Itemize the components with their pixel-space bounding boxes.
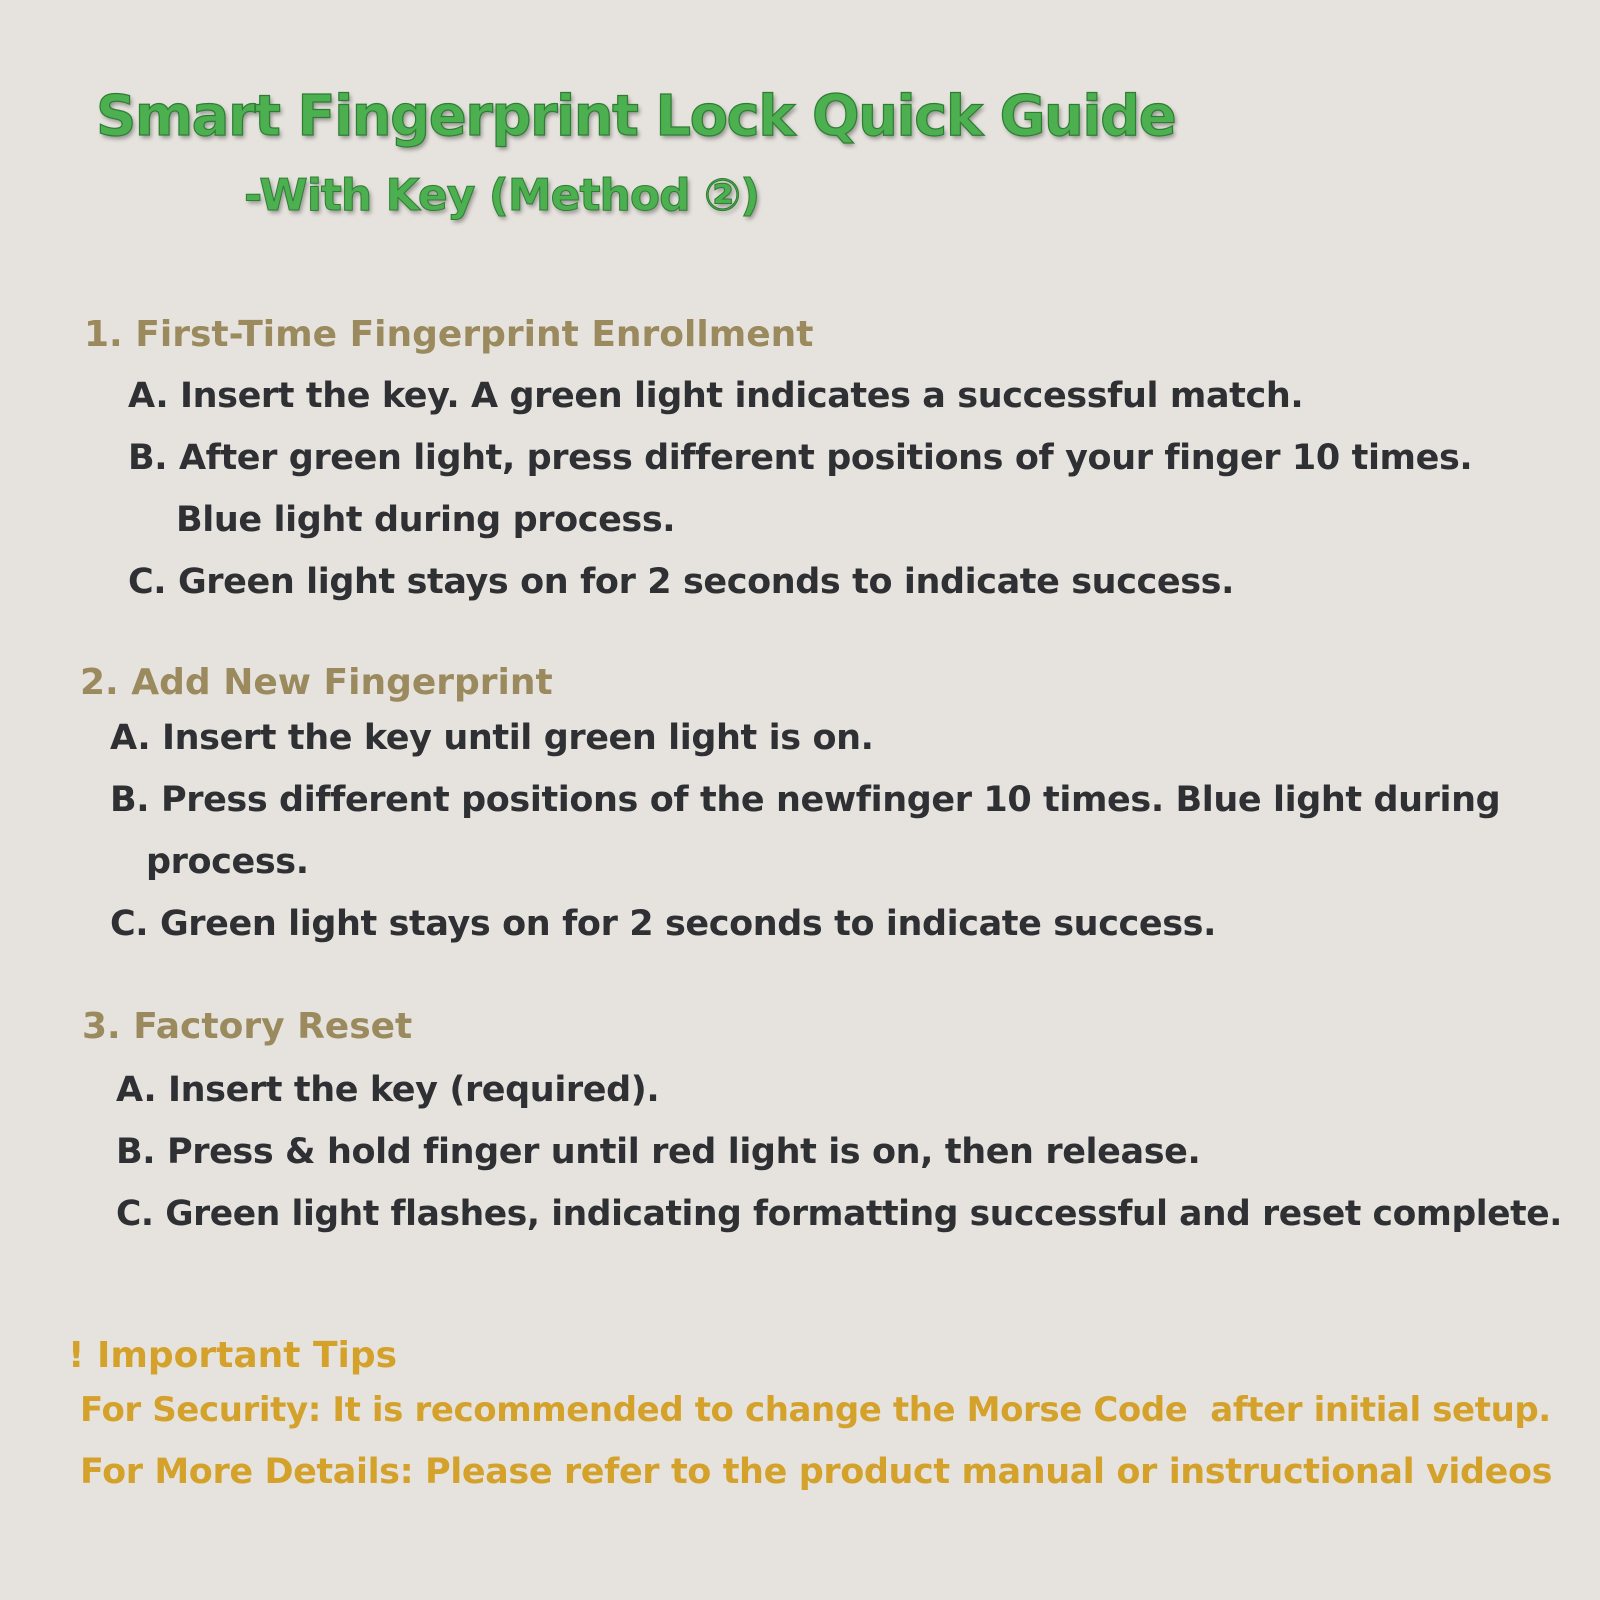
page-subtitle: -With Key (Method ②) <box>244 170 760 221</box>
section-3-step-a: A. Insert the key (required). <box>116 1070 660 1110</box>
section-1-step-a: A. Insert the key. A green light indicates a successful match. <box>128 376 1304 416</box>
page-title: Smart Fingerprint Lock Quick Guide <box>96 84 1176 149</box>
section-2-step-b: B. Press different positions of the newfinger 10 times. Blue light during <box>110 780 1501 820</box>
tip-security: For Security: It is recommended to change the Morse Code after initial setup. <box>80 1390 1551 1430</box>
section-3-step-c: C. Green light flashes, indicating formatting successful and reset complete. <box>116 1194 1562 1234</box>
section-2-step-c: C. Green light stays on for 2 seconds to indicate success. <box>110 904 1216 944</box>
section-3-heading: 3. Factory Reset <box>82 1006 413 1047</box>
important-tips-heading: ! Important Tips <box>68 1335 398 1376</box>
section-2-step-b-continued: process. <box>146 842 309 882</box>
section-2-step-a: A. Insert the key until green light is on. <box>110 718 874 758</box>
section-1-step-c: C. Green light stays on for 2 seconds to indicate success. <box>128 562 1234 602</box>
section-1-heading: 1. First-Time Fingerprint Enrollment <box>84 314 814 355</box>
section-1-step-b-continued: Blue light during process. <box>176 500 676 540</box>
section-2-heading: 2. Add New Fingerprint <box>80 662 553 703</box>
section-1-step-b: B. After green light, press different positions of your finger 10 times. <box>128 438 1473 478</box>
tip-more-details: For More Details: Please refer to the product manual or instructional videos <box>80 1452 1553 1492</box>
section-3-step-b: B. Press & hold finger until red light is on, then release. <box>116 1132 1201 1172</box>
